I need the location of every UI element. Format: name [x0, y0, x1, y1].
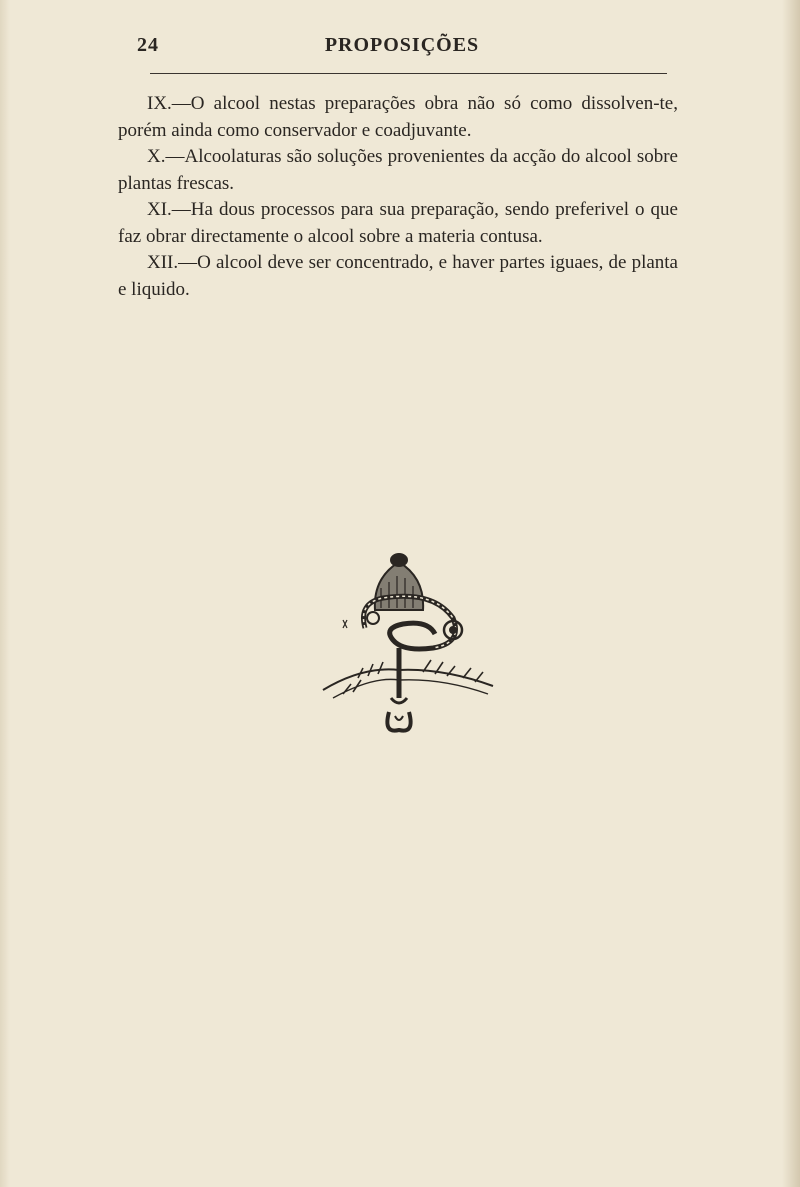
proposition-xi: XI.—Ha dous processos para sua preparação, sendo preferivel o que faz obrar directamente o alcool sobre a materia contusa. — [118, 199, 678, 247]
proposition-xii: XII.—O alcool deve ser concentrado, e haver partes iguaes, de planta e liquido. — [118, 252, 678, 300]
page-header — [137, 34, 667, 60]
page-edge-shadow-left — [0, 0, 10, 1187]
running-head: PROPOSIÇÕES — [324, 34, 480, 56]
proposition-x: X.—Alcoolaturas são soluções provenientes da acção do alcool sobre plantas frescas. — [118, 146, 678, 194]
page-edge-shadow-right — [782, 0, 800, 1187]
header-rule — [150, 73, 667, 74]
page-number: 24 — [137, 34, 159, 56]
snake-cup-emblem-icon — [303, 548, 503, 738]
proposition-ix: IX.—O alcool nestas preparações obra não só como dissolven-te, porém ainda como conservador e coadjuvante. — [118, 93, 678, 141]
propositions-text — [118, 91, 678, 303]
